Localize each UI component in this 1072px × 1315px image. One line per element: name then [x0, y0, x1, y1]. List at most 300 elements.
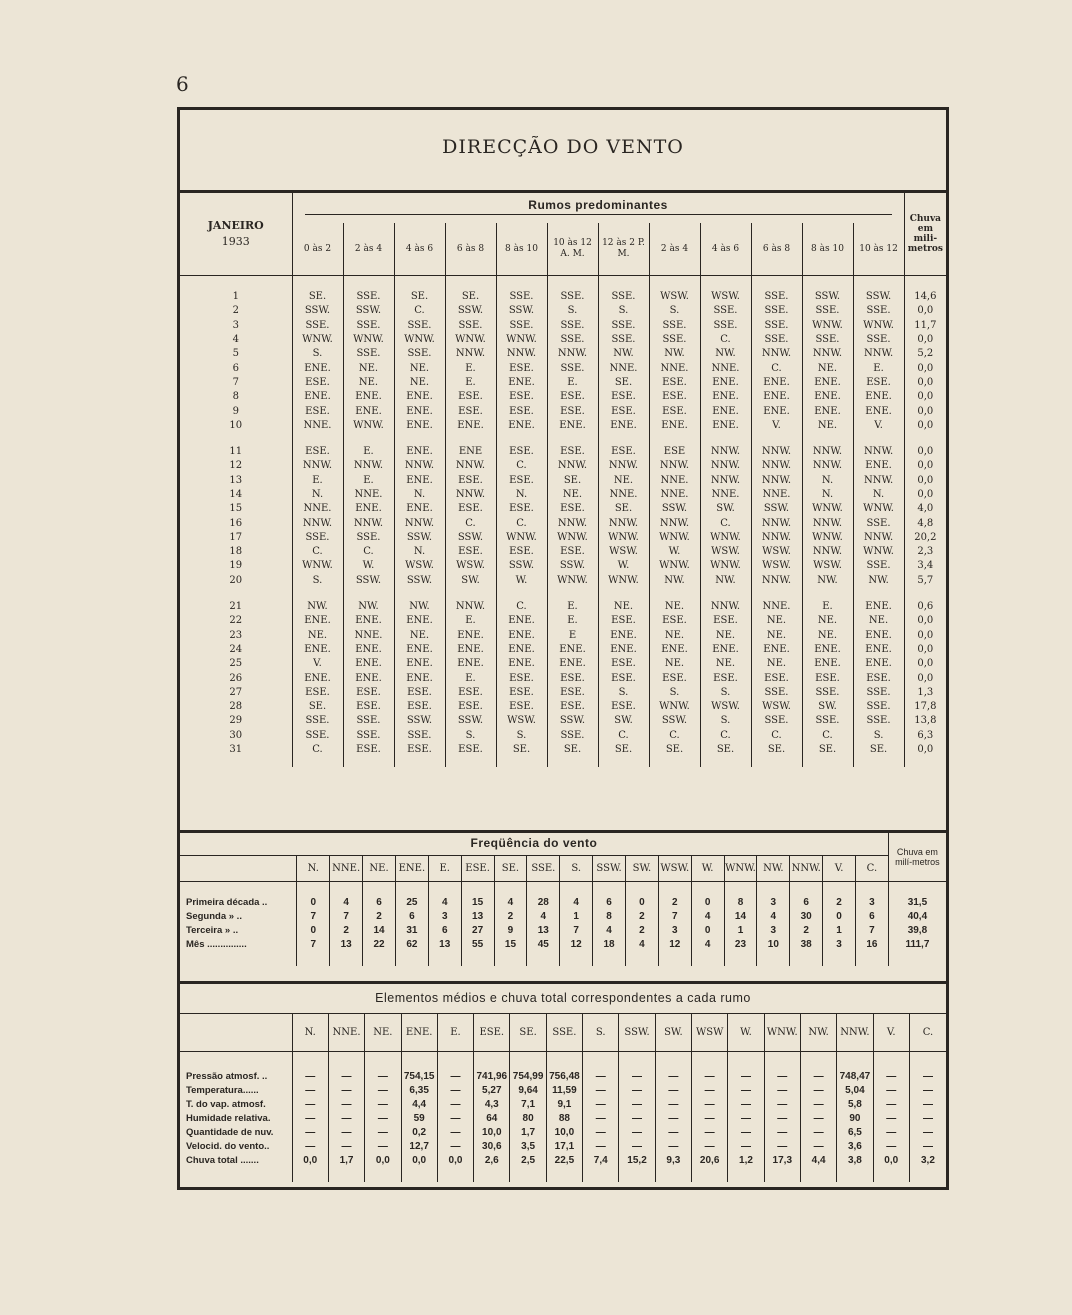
hour-header: 4 às 6 [700, 223, 751, 276]
elements-cell: — [619, 1126, 655, 1140]
hour-header: 10 às 12 A. M. [547, 223, 598, 276]
table-row [180, 600, 946, 614]
frequency-cell: 3 [757, 896, 790, 910]
elements-cell: — [909, 1140, 946, 1154]
direction-cell: SSE. [292, 531, 343, 545]
elements-cell: — [655, 1070, 691, 1084]
direction-cell: NW. [394, 600, 445, 614]
elements-cell: — [764, 1140, 800, 1154]
elements-cell: 748,47 [837, 1070, 873, 1084]
direction-cell: C. [496, 516, 547, 530]
frequency-cell: 4 [560, 896, 593, 910]
rain-cell: 0,0 [904, 404, 946, 418]
hour-header: 0 às 2 [292, 223, 343, 276]
direction-cell: E. [445, 671, 496, 685]
day-cell: 5 [232, 348, 239, 360]
elements-cell: 9,3 [655, 1154, 691, 1168]
elements-cell: — [619, 1140, 655, 1154]
spacer-row [180, 433, 946, 445]
direction-cell: NE. [343, 376, 394, 390]
direction-cell: SSE. [343, 347, 394, 361]
hour-header: 8 às 10 [496, 223, 547, 276]
frequency-column-header: V. [823, 856, 856, 882]
direction-cell: SW. [445, 574, 496, 588]
elements-column-header: SE. [510, 1014, 546, 1052]
direction-cell: NW. [649, 347, 700, 361]
elements-cell: — [764, 1070, 800, 1084]
row-label: Terceira » .. [186, 925, 239, 936]
rain-cell: 0,0 [904, 376, 946, 390]
hour-header: 12 às 2 P. M. [598, 223, 649, 276]
elements-cell: — [655, 1098, 691, 1112]
table-row [180, 614, 946, 628]
table-row [180, 686, 946, 700]
direction-cell: SSE. [751, 714, 802, 728]
direction-cell: SE. [292, 700, 343, 714]
frequency-column-header: WNW. [724, 856, 757, 882]
direction-cell: E. [853, 361, 904, 375]
direction-cell: ESE [649, 445, 700, 459]
rain-cell: 31,5 [888, 896, 946, 910]
elements-cell: — [909, 1112, 946, 1126]
elements-cell: — [437, 1098, 473, 1112]
elements-cell: 20,6 [692, 1154, 728, 1168]
table-row [180, 729, 946, 743]
direction-cell: C. [496, 600, 547, 614]
direction-cell: NNW. [292, 516, 343, 530]
direction-cell: SSE. [343, 531, 394, 545]
direction-cell: ESE. [343, 686, 394, 700]
spacer-row [180, 952, 946, 966]
direction-cell: S. [496, 729, 547, 743]
direction-cell: ESE. [343, 700, 394, 714]
elements-cell: — [292, 1084, 328, 1098]
direction-cell: ESE. [445, 390, 496, 404]
elements-cell: 0,0 [873, 1154, 909, 1168]
direction-cell: SSE. [853, 714, 904, 728]
direction-cell: WNW. [802, 531, 853, 545]
direction-cell: NNW. [751, 574, 802, 588]
frequency-cell: 2 [625, 910, 658, 924]
direction-cell: SSW. [547, 714, 598, 728]
elements-column-header: NE. [365, 1014, 401, 1052]
frequency-cell: 7 [297, 938, 330, 952]
blank-header [180, 856, 297, 882]
direction-cell: SSE. [343, 319, 394, 333]
direction-cell: S. [292, 574, 343, 588]
direction-cell: WSW. [751, 700, 802, 714]
direction-cell: ENE. [445, 419, 496, 433]
direction-cell: ENE. [394, 502, 445, 516]
direction-cell: NE. [394, 629, 445, 643]
frequency-cell: 8 [724, 896, 757, 910]
frequency-column-header: W. [691, 856, 724, 882]
day-cell: 20 [229, 574, 243, 586]
frequency-cell: 2 [823, 896, 856, 910]
direction-cell: ENE. [802, 390, 853, 404]
direction-cell: ENE. [751, 376, 802, 390]
table-row [180, 1112, 946, 1126]
elements-cell: — [583, 1084, 619, 1098]
direction-cell: NNE. [598, 361, 649, 375]
direction-cell: SSE. [751, 686, 802, 700]
elements-cell: 2,6 [474, 1154, 510, 1168]
table-row [180, 445, 946, 459]
direction-cell: ESE. [547, 700, 598, 714]
direction-cell: NE. [598, 474, 649, 488]
elements-cell: 88 [546, 1112, 582, 1126]
direction-cell: SSE. [547, 333, 598, 347]
elements-header: Elementos médios e chuva total correspondentes a cada rumo [375, 991, 751, 1005]
elements-cell: — [619, 1098, 655, 1112]
frequency-cell: 2 [330, 924, 363, 938]
direction-cell: WNW. [853, 545, 904, 559]
direction-cell: SSW. [343, 304, 394, 318]
direction-cell: ENE. [445, 629, 496, 643]
elements-cell: — [728, 1126, 764, 1140]
direction-cell: SSW. [802, 290, 853, 304]
direction-cell: S. [598, 304, 649, 318]
blank-header [180, 1014, 292, 1052]
direction-cell: C. [700, 729, 751, 743]
frequency-cell: 3 [658, 924, 691, 938]
elements-cell: — [328, 1098, 364, 1112]
direction-cell: SW. [802, 700, 853, 714]
elements-cell: — [655, 1140, 691, 1154]
direction-cell: SSE. [802, 714, 853, 728]
direction-cell: NE. [751, 629, 802, 643]
frequency-cell: 30 [790, 910, 823, 924]
direction-cell: E. [343, 474, 394, 488]
direction-cell: ENE. [343, 390, 394, 404]
direction-cell: SSW. [649, 502, 700, 516]
rain-cell: 0,0 [904, 390, 946, 404]
direction-cell: NNE. [700, 488, 751, 502]
direction-cell: C. [292, 545, 343, 559]
direction-cell: NE. [700, 629, 751, 643]
rain-cell: 2,3 [904, 545, 946, 559]
rain-cell: 5,7 [904, 574, 946, 588]
table-row [180, 700, 946, 714]
direction-cell: ESE. [496, 445, 547, 459]
elements-cell: — [583, 1070, 619, 1084]
frequency-cell: 22 [363, 938, 396, 952]
elements-cell: — [909, 1084, 946, 1098]
direction-cell: WSW. [751, 559, 802, 573]
direction-cell: SSE. [853, 333, 904, 347]
direction-cell: C. [496, 459, 547, 473]
day-cell: 13 [229, 474, 243, 486]
table-row [180, 643, 946, 657]
table-row [180, 502, 946, 516]
direction-cell: NNE. [343, 488, 394, 502]
direction-cell: NNE. [649, 474, 700, 488]
direction-cell: NNW. [649, 516, 700, 530]
elements-cell: 6,35 [401, 1084, 437, 1098]
day-cell: 1 [232, 291, 239, 303]
direction-cell: NNE. [751, 600, 802, 614]
direction-cell: SSE. [547, 361, 598, 375]
direction-cell: WSW. [802, 559, 853, 573]
direction-cell: ENE. [394, 404, 445, 418]
direction-cell: SW. [700, 502, 751, 516]
elements-cell: — [583, 1140, 619, 1154]
direction-cell: V. [751, 419, 802, 433]
rain-cell: 3,4 [904, 559, 946, 573]
elements-cell: — [764, 1112, 800, 1126]
direction-cell: ENE. [751, 643, 802, 657]
frequency-cell: 55 [461, 938, 494, 952]
direction-cell: SSW. [445, 531, 496, 545]
direction-cell: NE. [292, 629, 343, 643]
elements-cell: — [909, 1070, 946, 1084]
direction-cell: SE. [496, 743, 547, 757]
direction-cell: ENE. [853, 404, 904, 418]
frequency-cell: 8 [593, 910, 626, 924]
day-cell: 16 [229, 517, 243, 529]
elements-cell: 90 [837, 1112, 873, 1126]
elements-cell: 5,04 [837, 1084, 873, 1098]
rain-cell: 6,3 [904, 729, 946, 743]
direction-cell: ESE. [598, 657, 649, 671]
direction-cell: SSW. [853, 290, 904, 304]
direction-cell: C. [343, 545, 394, 559]
direction-cell: ENE. [496, 657, 547, 671]
direction-cell: NNW. [394, 516, 445, 530]
rain-cell: 0,0 [904, 474, 946, 488]
frequency-cell: 2 [363, 910, 396, 924]
elements-cell: — [800, 1112, 836, 1126]
row-label: Humidade relativa. [186, 1113, 271, 1124]
direction-cell: NNW. [343, 459, 394, 473]
frequency-cell: 0 [691, 896, 724, 910]
direction-cell: ENE. [751, 390, 802, 404]
direction-cell: SSE. [853, 686, 904, 700]
direction-cell: NNW. [802, 347, 853, 361]
frequency-cell: 7 [297, 910, 330, 924]
elements-cell: 30,6 [474, 1140, 510, 1154]
elements-cell: — [328, 1126, 364, 1140]
elements-cell: — [764, 1098, 800, 1112]
elements-cell: — [437, 1140, 473, 1154]
elements-cell: — [655, 1084, 691, 1098]
direction-cell: SSE. [292, 729, 343, 743]
direction-cell: NNW. [649, 459, 700, 473]
direction-cell: SSW. [343, 574, 394, 588]
direction-cell: ENE. [292, 390, 343, 404]
frequency-cell: 4 [691, 910, 724, 924]
frequency-cell: 12 [560, 938, 593, 952]
direction-cell: NNW. [445, 600, 496, 614]
direction-cell: SSE. [394, 319, 445, 333]
direction-cell: SSE. [802, 333, 853, 347]
frequency-cell: 0 [691, 924, 724, 938]
rain-cell: 0,0 [904, 743, 946, 757]
day-cell: 29 [229, 715, 243, 727]
direction-cell: E. [547, 600, 598, 614]
direction-cell: SSW. [496, 304, 547, 318]
frequency-cell: 12 [658, 938, 691, 952]
frequency-cell: 16 [855, 938, 888, 952]
elements-cell: 2,5 [510, 1154, 546, 1168]
direction-cell: ESE. [394, 743, 445, 757]
direction-cell: ENE. [802, 657, 853, 671]
direction-cell: ESE. [496, 686, 547, 700]
hour-header: 2 às 4 [649, 223, 700, 276]
frequency-cell: 3 [428, 910, 461, 924]
rain-cell: 17,8 [904, 700, 946, 714]
direction-cell: ESE. [292, 445, 343, 459]
direction-cell: ENE. [292, 361, 343, 375]
direction-cell: WNW. [649, 559, 700, 573]
direction-cell: ENE. [598, 419, 649, 433]
direction-cell: WNW. [802, 502, 853, 516]
direction-cell: C. [292, 743, 343, 757]
table-row [180, 459, 946, 473]
direction-cell: NW. [292, 600, 343, 614]
frequency-cell: 2 [494, 910, 527, 924]
day-cell: 17 [229, 531, 243, 543]
day-cell: 14 [229, 489, 243, 500]
direction-cell: SSE. [343, 729, 394, 743]
frequency-cell: 1 [560, 910, 593, 924]
direction-cell: NNE. [649, 361, 700, 375]
frequency-table [180, 833, 946, 966]
direction-cell: SE. [598, 502, 649, 516]
month-label: JANEIRO [207, 219, 264, 232]
direction-cell: NNW. [547, 347, 598, 361]
direction-cell: ESE. [649, 390, 700, 404]
row-label: Quantidade de nuv. [186, 1127, 274, 1138]
direction-cell: WNW. [547, 574, 598, 588]
day-cell: 30 [229, 729, 243, 741]
frequency-column-header: SSW. [593, 856, 626, 882]
elements-cell: — [365, 1084, 401, 1098]
rain-cell: 0,0 [904, 459, 946, 473]
direction-cell: ESE. [598, 614, 649, 628]
frequency-cell: 4 [757, 910, 790, 924]
table-row [180, 376, 946, 390]
direction-cell: ESE. [853, 671, 904, 685]
direction-cell: WSW. [445, 559, 496, 573]
direction-cell: ENE. [496, 376, 547, 390]
year-label: 1933 [221, 235, 250, 248]
direction-cell: SSE. [802, 686, 853, 700]
spacer-row [180, 1168, 946, 1182]
direction-cell: ESE. [496, 700, 547, 714]
direction-cell: ESE. [292, 404, 343, 418]
spacer-row [180, 588, 946, 600]
direction-cell: ESE. [547, 390, 598, 404]
direction-cell: NW. [700, 347, 751, 361]
day-cell: 23 [229, 629, 243, 641]
direction-cell: C. [445, 516, 496, 530]
direction-cell: N. [394, 488, 445, 502]
elements-cell: — [583, 1098, 619, 1112]
frequency-column-header: ENE. [395, 856, 428, 882]
direction-cell: WNW. [853, 319, 904, 333]
frequency-cell: 4 [691, 938, 724, 952]
elements-cell: 1,2 [728, 1154, 764, 1168]
frequency-cell: 7 [560, 924, 593, 938]
table-row [180, 290, 946, 304]
direction-cell: SE. [751, 743, 802, 757]
frequency-rain-header: Chuva em milí-metros [895, 847, 940, 867]
direction-cell: SE. [394, 290, 445, 304]
direction-cell: S. [853, 729, 904, 743]
direction-cell: NNW. [853, 531, 904, 545]
direction-cell: SSE. [598, 319, 649, 333]
direction-cell: S. [649, 304, 700, 318]
elements-cell: 3,2 [909, 1154, 946, 1168]
direction-cell: ESE. [445, 743, 496, 757]
rain-cell: 0,0 [904, 419, 946, 433]
table-row [180, 419, 946, 433]
elements-cell: 3,8 [837, 1154, 873, 1168]
elements-cell: — [692, 1126, 728, 1140]
direction-cell: E. [445, 376, 496, 390]
direction-cell: C. [700, 516, 751, 530]
direction-cell: NNW. [700, 459, 751, 473]
direction-cell: E. [292, 474, 343, 488]
direction-cell: ESE. [700, 671, 751, 685]
direction-cell: SSE. [598, 290, 649, 304]
elements-cell: — [800, 1126, 836, 1140]
table-row [180, 1154, 946, 1168]
frequency-cell: 38 [790, 938, 823, 952]
direction-cell: NNW. [292, 459, 343, 473]
direction-cell: ENE. [394, 390, 445, 404]
table-frame [177, 107, 949, 1190]
elements-cell: — [619, 1070, 655, 1084]
elements-cell: 4,4 [401, 1098, 437, 1112]
frequency-cell: 9 [494, 924, 527, 938]
elements-cell: — [909, 1098, 946, 1112]
elements-cell: 6,5 [837, 1126, 873, 1140]
direction-cell: WSW. [751, 545, 802, 559]
elements-cell: 10,0 [546, 1126, 582, 1140]
direction-cell: W. [496, 574, 547, 588]
direction-cell: ENE. [496, 614, 547, 628]
rain-cell: 0,0 [904, 445, 946, 459]
elements-cell: — [655, 1126, 691, 1140]
elements-column-header: WNW. [764, 1014, 800, 1052]
elements-column-header: SW. [655, 1014, 691, 1052]
frequency-cell: 4 [494, 896, 527, 910]
direction-cell: ENE. [649, 419, 700, 433]
direction-cell: SSW. [394, 574, 445, 588]
direction-cell: WSW. [394, 559, 445, 573]
row-label: Temperatura...... [186, 1085, 259, 1096]
frequency-cell: 0 [297, 896, 330, 910]
day-cell: 9 [232, 405, 239, 417]
row-label: T. do vap. atmosf. [186, 1099, 266, 1110]
direction-cell: SSE. [496, 290, 547, 304]
direction-cell: S. [547, 304, 598, 318]
table-row [180, 1084, 946, 1098]
day-cell: 19 [229, 560, 243, 572]
direction-cell: NW. [700, 574, 751, 588]
direction-cell: WNW. [700, 559, 751, 573]
elements-column-header: W. [728, 1014, 764, 1052]
elements-cell: 1,7 [328, 1154, 364, 1168]
direction-cell: NNW. [547, 516, 598, 530]
day-cell: 22 [229, 615, 243, 627]
rain-cell: 5,2 [904, 347, 946, 361]
direction-cell: ENE. [292, 643, 343, 657]
elements-column-header: SSE. [546, 1014, 582, 1052]
direction-cell: ENE. [343, 502, 394, 516]
